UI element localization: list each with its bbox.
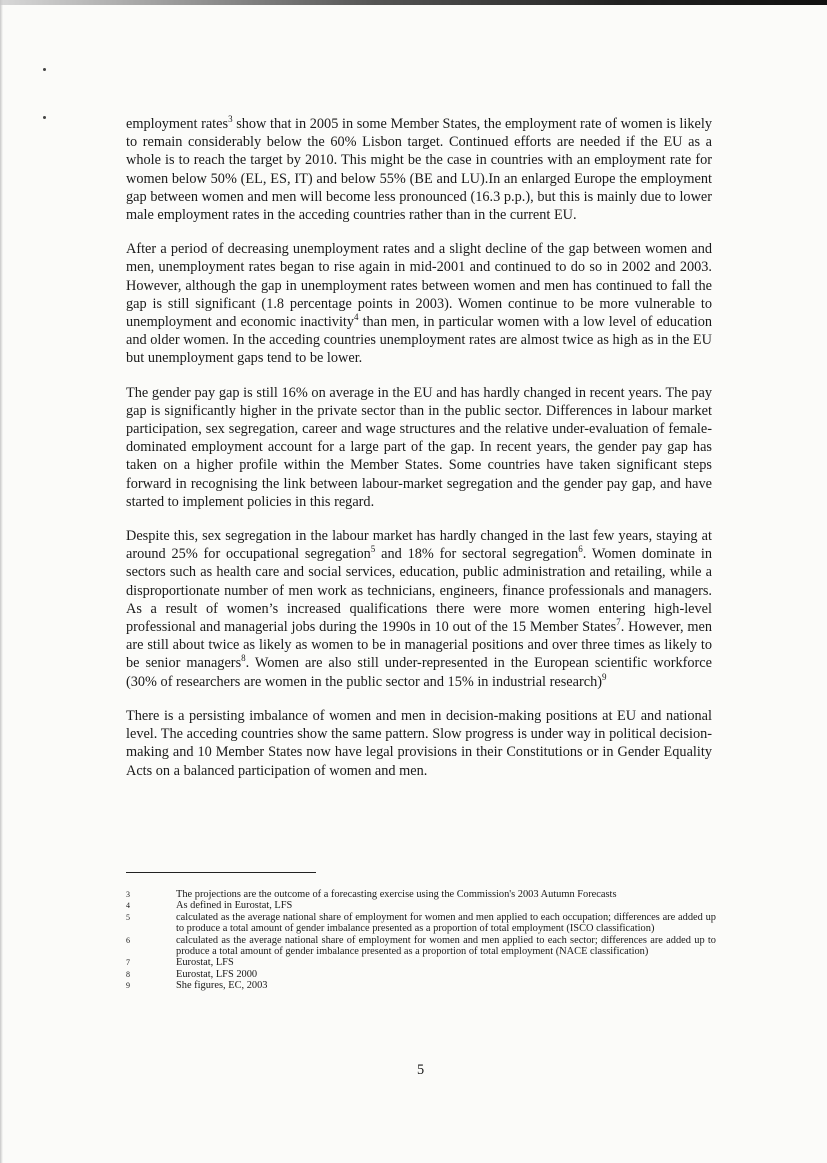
footnote: [126, 969, 716, 980]
footnote-ref: 3: [228, 114, 233, 125]
text-run: than men, in particular women with a low level of education and older women. In the acceding countries unemployment rates are almost twice as high as in the EU but unemployment gaps tend to be lower.: [126, 314, 712, 367]
body-text: [126, 115, 712, 796]
text-run: After a period of decreasing unemployment rates and a slight decline of the gap between women and men, unemployment rates began to rise again in mid-2001 and continued to do so in 2002 and 2003. However, although the gap in unemployment rates between women and men has continued to fall the gap is still significant (1.8 percentage points in 2003). Women continue to be more vulnerable to unemployment and economic inactivity: [126, 241, 712, 331]
text-run: employment rates: [126, 116, 229, 132]
text-run: . Women are also still under-represented in the European scientific workforce (30% of researchers are women in the public sector and 15% in industrial research): [126, 655, 712, 690]
scan-speck: [43, 68, 46, 71]
footnote: [126, 889, 716, 900]
footnotes: [126, 889, 716, 992]
page-number: 5: [417, 1062, 425, 1078]
footnote-number: 3: [126, 890, 130, 899]
footnote-separator: [126, 872, 316, 873]
footnote: [126, 980, 716, 991]
footnote-text: She figures, EC, 2003: [176, 980, 268, 992]
text-run: There is a persisting imbalance of women and men in decision-making positions at EU and national level. The acceding countries show the same pattern. Slow progress is under way in political decision-making and 10 Member States now have legal provisions in their Constitutions or in Gender Equality Acts on a balanced participation of women and men.: [126, 707, 712, 779]
footnote-number: 4: [126, 901, 130, 911]
footnote-ref: 9: [601, 671, 607, 682]
footnote-ref: 8: [241, 653, 246, 664]
footnote-ref: 7: [616, 617, 621, 628]
text-run: . However, men are still about twice as likely as women to be in managerial positions and over three times as likely to be senior managers: [126, 619, 712, 672]
footnote: [126, 900, 716, 911]
footnote-number: 5: [126, 912, 130, 922]
footnote-text: calculated as the average national share of employment for women and men applied to each occupation; differences are added up to produce a total amount of gender imbalance presented as a proportion of total employment (ISCO classification): [176, 911, 716, 935]
text-run: The gender pay gap is still 16% on average in the EU and has hardly changed in recent years. The pay gap is significantly higher in the private sector than in the public sector. Differences in labour market participation, sex segregation, career and wage structures and the relative under-evaluation of female-dominated employment account for a large part of the gap. In recent years, the gender pay gap has taken on a higher profile within the Member States. Some countries have taken significant steps forward in recognising the link between labour-market segregation and the gender pay gap, and have started to implement policies in this regard.: [126, 384, 712, 510]
paragraph: [126, 240, 712, 367]
footnote: [126, 935, 716, 958]
footnote-text: Eurostat, LFS 2000: [176, 968, 258, 980]
footnote-text: Eurostat, LFS: [176, 957, 234, 969]
footnote: [126, 912, 716, 935]
paragraph: [126, 115, 712, 224]
text-run: show that in 2005 in some Member States, the employment rate of women is likely to remain considerably below the 60% Lisbon target. Continued efforts are needed if the EU as a whole is to reach the target by 2010. This might be the case in countries with an employment rate for women below 50% (EL, ES, IT) and below 55% (BE and LU).In an enlarged Europe the employment gap between women and men will become less pronounced (16.3 p.p.), but this is mainly due to lower male employment rates in the acceding countries rather than in the current EU.: [126, 116, 712, 224]
footnote-ref: 4: [354, 312, 359, 323]
footnote-number: 7: [126, 958, 130, 968]
footnote-text: As defined in Eurostat, LFS: [176, 900, 293, 912]
text-run: Despite this, sex segregation in the labour market has hardly changed in the last few years, staying at around 25% for occupational segregation: [126, 528, 712, 563]
paragraph: [126, 384, 712, 511]
footnote-number: 6: [126, 935, 130, 945]
scan-left-edge: [0, 0, 3, 1163]
paragraph: [126, 527, 712, 691]
footnote-text: The projections are the outcome of a forecasting exercise using the Commission's 2003 Autumn Forecasts: [176, 889, 617, 900]
text-run: . Women dominate in sectors such as health care and social services, education, public administration and retailing, while a disproportionate number of men work as technicians, engineers, finance professionals and managers. As a result of women’s increased qualifications there were more women entering high-level professional and managerial jobs during the 1990s in 10 out of the 15 Member States: [126, 546, 712, 636]
footnote-number: 8: [126, 969, 130, 979]
footnote-ref: 5: [370, 544, 376, 555]
footnote-text: calculated as the average national share of employment for women and men applied to each sector; differences are added up to produce a total amount of gender imbalance presented as a proportion of total employment (NACE classification): [176, 934, 716, 958]
scan-speck: [43, 116, 46, 119]
paragraph: [126, 707, 712, 780]
scan-top-edge: [0, 0, 827, 5]
footnote-number: 9: [126, 981, 130, 991]
text-run: and 18% for sectoral segregation: [375, 546, 579, 563]
footnote-ref: 6: [578, 544, 583, 555]
footnote: [126, 957, 716, 968]
